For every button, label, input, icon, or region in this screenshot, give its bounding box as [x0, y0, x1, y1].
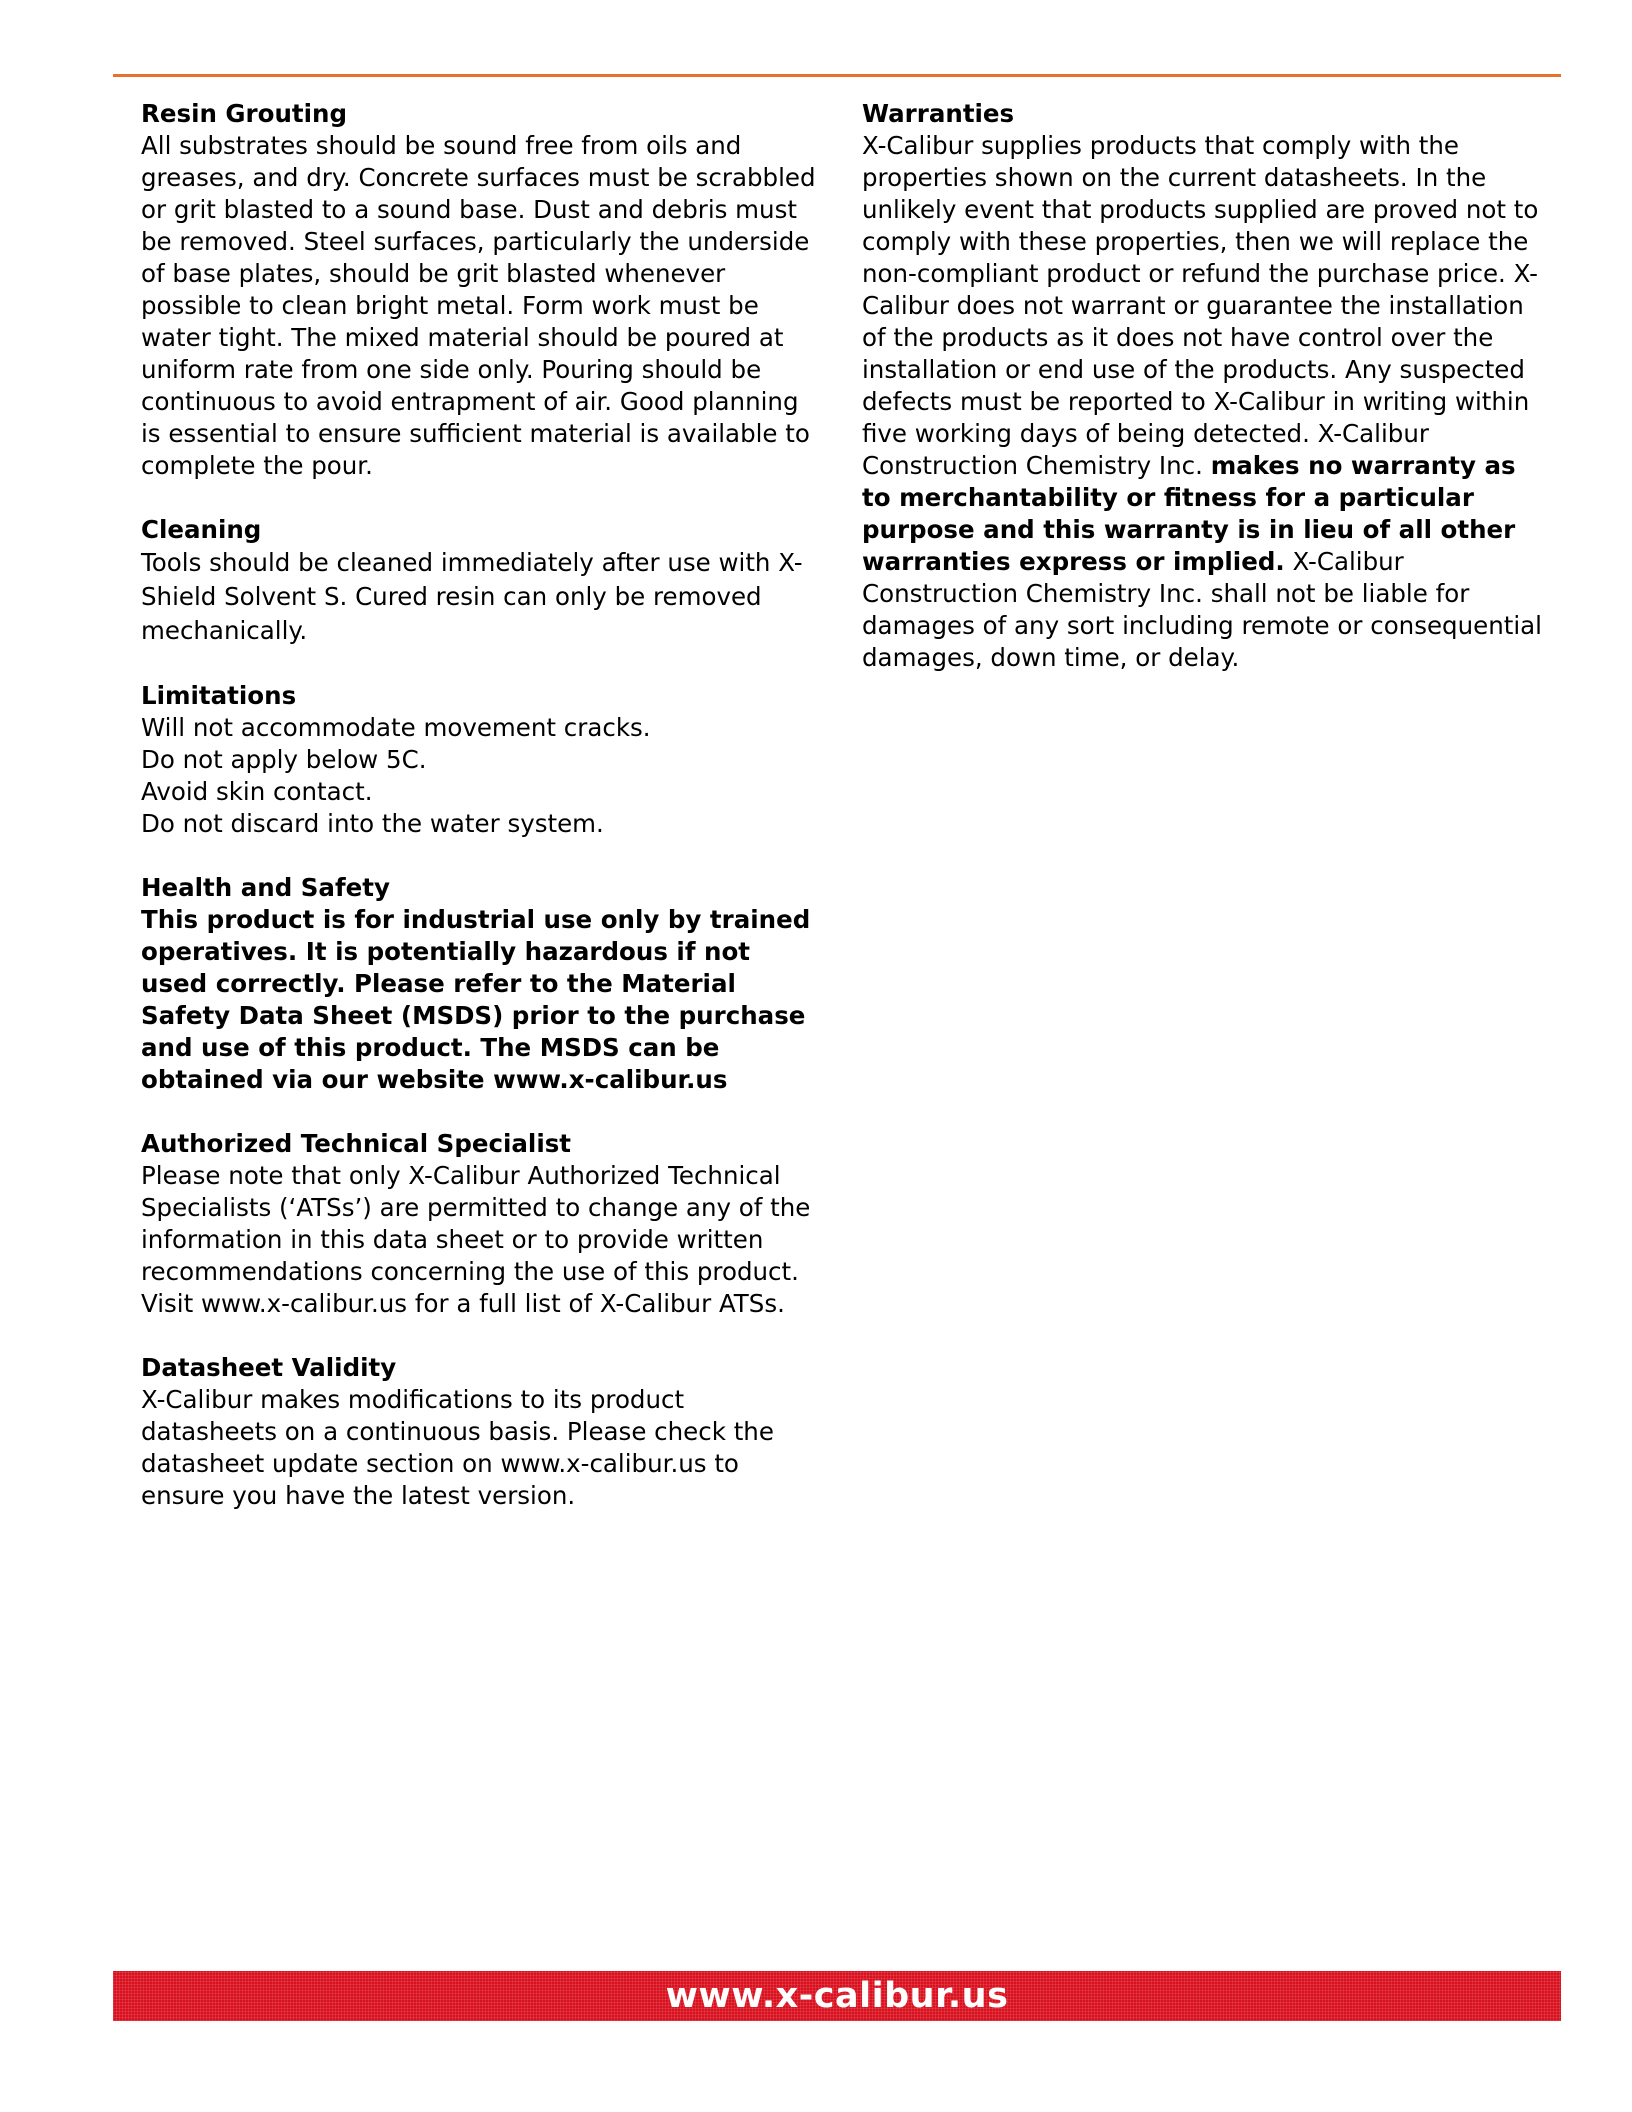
section-resin-grouting [141, 98, 821, 482]
limitation-item: Avoid skin contact. [141, 777, 373, 806]
health-safety-text: This product is for industrial use only by trained operatives. It is potentially hazardous if not used correctly. Please refer to the Material Safety Data Sheet (MSDS) prior to the purchase and use of this product. The MSDS can be obtained via our website www.x-calibur.us [141, 905, 811, 1094]
warranties-text-part-2: X-Calibur Construction Chemistry Inc. shall not be liable for damages of any sort including remote or consequential damages, down time, or delay. [862, 547, 1542, 672]
heading-health-safety: Health and Safety [141, 873, 390, 902]
section-limitations [141, 680, 821, 840]
limitation-item: Will not accommodate movement cracks. [141, 713, 651, 742]
heading-ats: Authorized Technical Specialist [141, 1129, 572, 1158]
resin-grouting-text: All substrates should be sound free from oils and greases, and dry. Concrete surfaces must be scrabbled or grit blasted to a sound base. Dust and debris must be removed. Steel surfaces, particularly the underside of base plates, should be grit blasted whenever possible to clean bright metal. Form work must be water tight. The mixed material should be poured at uniform rate from one side only. Pouring should be continuous to avoid entrapment of air. Good planning is essential to ensure sufficient material is available to complete the pour. [141, 131, 816, 480]
section-health-safety [141, 872, 821, 1096]
limitation-item: Do not apply below 5C. [141, 745, 427, 774]
heading-warranties: Warranties [862, 99, 1015, 128]
heading-limitations: Limitations [141, 681, 297, 710]
header-rule [113, 74, 1561, 77]
section-warranties [862, 98, 1552, 674]
section-ats [141, 1128, 821, 1320]
ats-text: Please note that only X-Calibur Authorized Technical Specialists (‘ATSs’) are permitted to change any of the information in this data sheet or to provide written recommendations concerning the use of this product. Visit www.x-calibur.us for a full list of X-Calibur ATSs. [141, 1161, 811, 1318]
warranties-disclaimer-bold: makes no warranty as to merchantability or fitness for a particular purpose and this warranty is in lieu of all other warranties express or implied. [862, 451, 1516, 576]
heading-cleaning: Cleaning [141, 515, 262, 544]
warranties-text-part-1: X-Calibur supplies products that comply with the properties shown on the current datasheets. In the unlikely event that products supplied are proved not to comply with these properties, then we will replace the non-compliant product or refund the purchase price. X-Calibur does not warrant or guarantee the installation of the products as it does not have control over the installation or end use of the products. Any suspected defects must be reported to X-Calibur in writing within five working days of being detected. X-Calibur Construction Chemistry Inc. [862, 131, 1539, 480]
heading-resin-grouting: Resin Grouting [141, 99, 347, 128]
heading-datasheet-validity: Datasheet Validity [141, 1353, 397, 1382]
limitation-item: Do not discard into the water system. [141, 809, 604, 838]
section-cleaning [141, 514, 821, 648]
right-column [862, 98, 1552, 706]
datasheet-validity-text: X-Calibur makes modifications to its product datasheets on a continuous basis. Please check the datasheet update section on www.x-calibur.us to ensure you have the latest version. [141, 1385, 774, 1510]
footer-website-url: www.x-calibur.us [665, 1976, 1009, 2016]
cleaning-text: Tools should be cleaned immediately after use with X-Shield Solvent S. Cured resin can only be removed mechanically. [141, 548, 803, 645]
warranties-text [862, 130, 1552, 674]
footer-bar [113, 1971, 1561, 2021]
left-column [141, 98, 821, 1544]
section-datasheet-validity [141, 1352, 821, 1512]
